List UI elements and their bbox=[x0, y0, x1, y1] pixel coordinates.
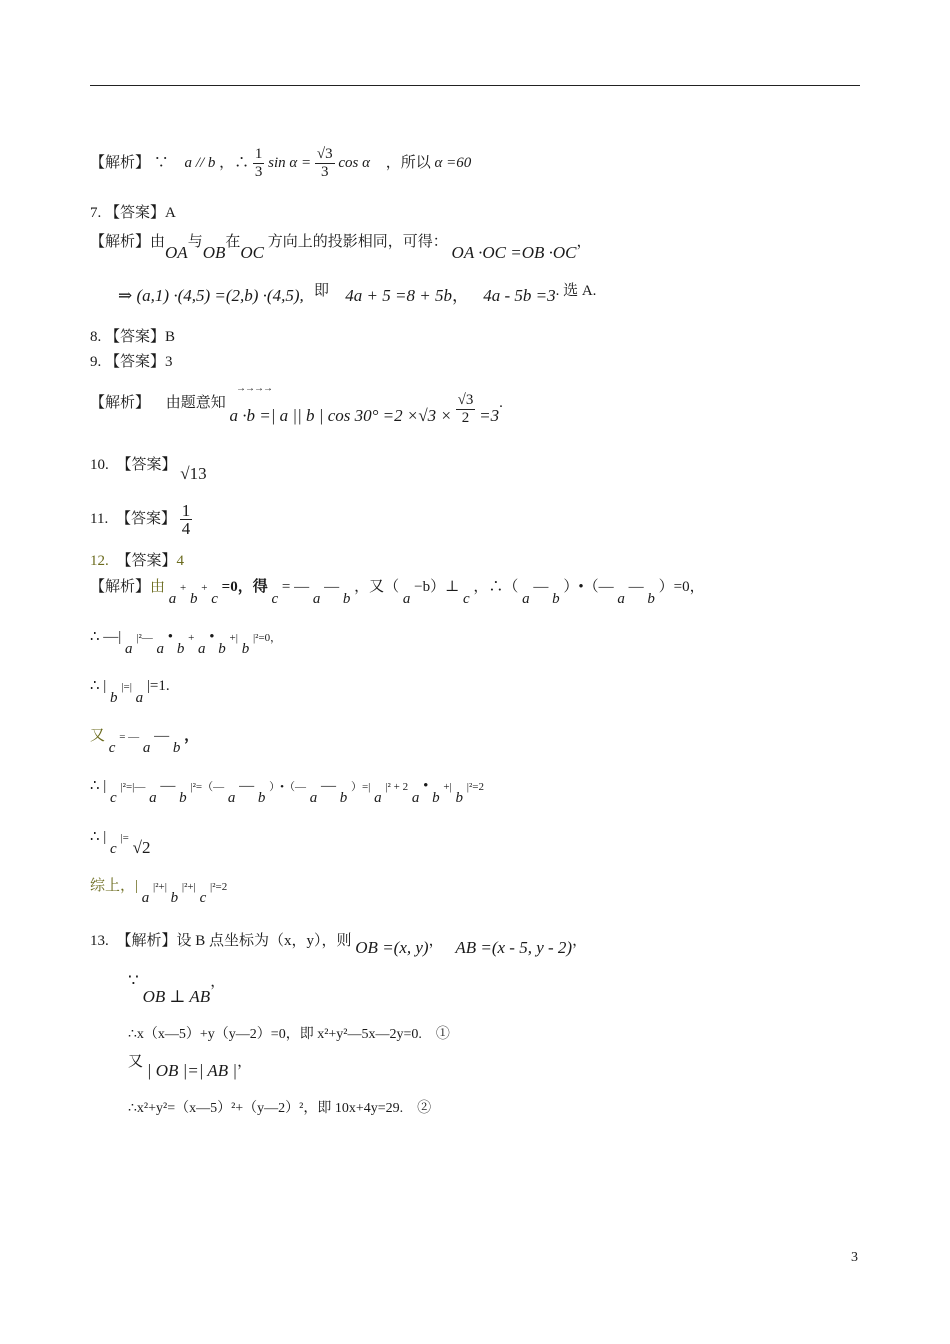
answer-11: 11. 【答案】 $\frac{1}{4}$ bbox=[90, 501, 191, 538]
page-number: 3 bbox=[851, 1250, 858, 1265]
answer-9: 9. 【答案】3 bbox=[90, 354, 173, 370]
solution-13-line-3: ∴x（x—5）+y（y—2）=0，即 x²+y²—5x—2y=0. ① bbox=[128, 1027, 450, 1042]
solution-12-line-3: ∴ | b |=| a |=1. bbox=[90, 678, 170, 706]
fraction: $\frac{1}{4}$ bbox=[181, 501, 191, 538]
answer-7: 7. 【答案】A bbox=[90, 205, 176, 221]
solution-12-line-1: 【解析】由 a + b + c =0，得 c = — a — b ，又（ a −b）⊥ c ，∴（ a — b ）•（— a — b ）=0， bbox=[90, 579, 705, 607]
solution-12-line-7: 综上，| a |²+| b |²+| c |²=2 bbox=[90, 878, 228, 906]
answer-12: 12. 【答案】4 bbox=[90, 553, 185, 569]
label: 【解析】 bbox=[90, 154, 151, 171]
solution-13-line-5: ∴x²+y²=（x—5）²+（y—2）²，即 10x+4y=29. ② bbox=[128, 1101, 432, 1116]
solution-7-line-1: 【解析】由OA与OB在OC 方向上的投影相同，可得： OA ·OC =OB ·OC， bbox=[90, 234, 592, 262]
solution-12-line-2: ∴ —| a |²— a • b + a • b +| b |²=0， bbox=[90, 629, 282, 657]
fraction: $\frac{√3}{3}$ bbox=[316, 146, 333, 180]
header-rule bbox=[90, 85, 860, 86]
solution-13-line-2: ∵ OB ⊥ AB， bbox=[128, 971, 226, 1006]
solution-12-line-4: 又 c = — a — b ， bbox=[90, 728, 200, 756]
solution-13-line-1: 13. 【解析】设 B 点坐标为（x，y），则 OB =(x, y)， AB =(x - 5, y - 2)， bbox=[90, 933, 588, 957]
solution-7-line-2: ⇒ (a,1) ·(4,5) =(2,b) ·(4,5), 即 4a + 5 =8 + 5b， 4a - 5b =3. 选 A. bbox=[118, 283, 597, 305]
fraction: $\frac{√3}{2}$ bbox=[457, 392, 474, 426]
fraction: $\frac{1}{3}$ bbox=[254, 146, 263, 180]
answer-8: 8. 【答案】B bbox=[90, 329, 176, 345]
solution-12-line-5: ∴ | c |²=|— a — b |²=（— a — b ）•（— a — b ）=| a |² + 2 a • b +| b |²=2 bbox=[90, 778, 484, 806]
solution-9: 【解析】 由题意知 →→→→ a ·b =| a || b | cos 30° =2 ×√3 × $\frac{√3}{2}$ =3. bbox=[90, 383, 503, 426]
solution-line-1: 【解析】 ∵ a // b ，∴ $\frac{1}{3}$ sin α = $\frac{√3}{3}$ cos α ，所以 α =60 bbox=[90, 146, 472, 180]
solution-13-line-4: 又 | OB |=| AB |， bbox=[128, 1054, 253, 1080]
solution-12-line-6: ∴ | c |= √2 bbox=[90, 829, 151, 857]
answer-10: 10. 【答案】 √13 bbox=[90, 457, 207, 483]
